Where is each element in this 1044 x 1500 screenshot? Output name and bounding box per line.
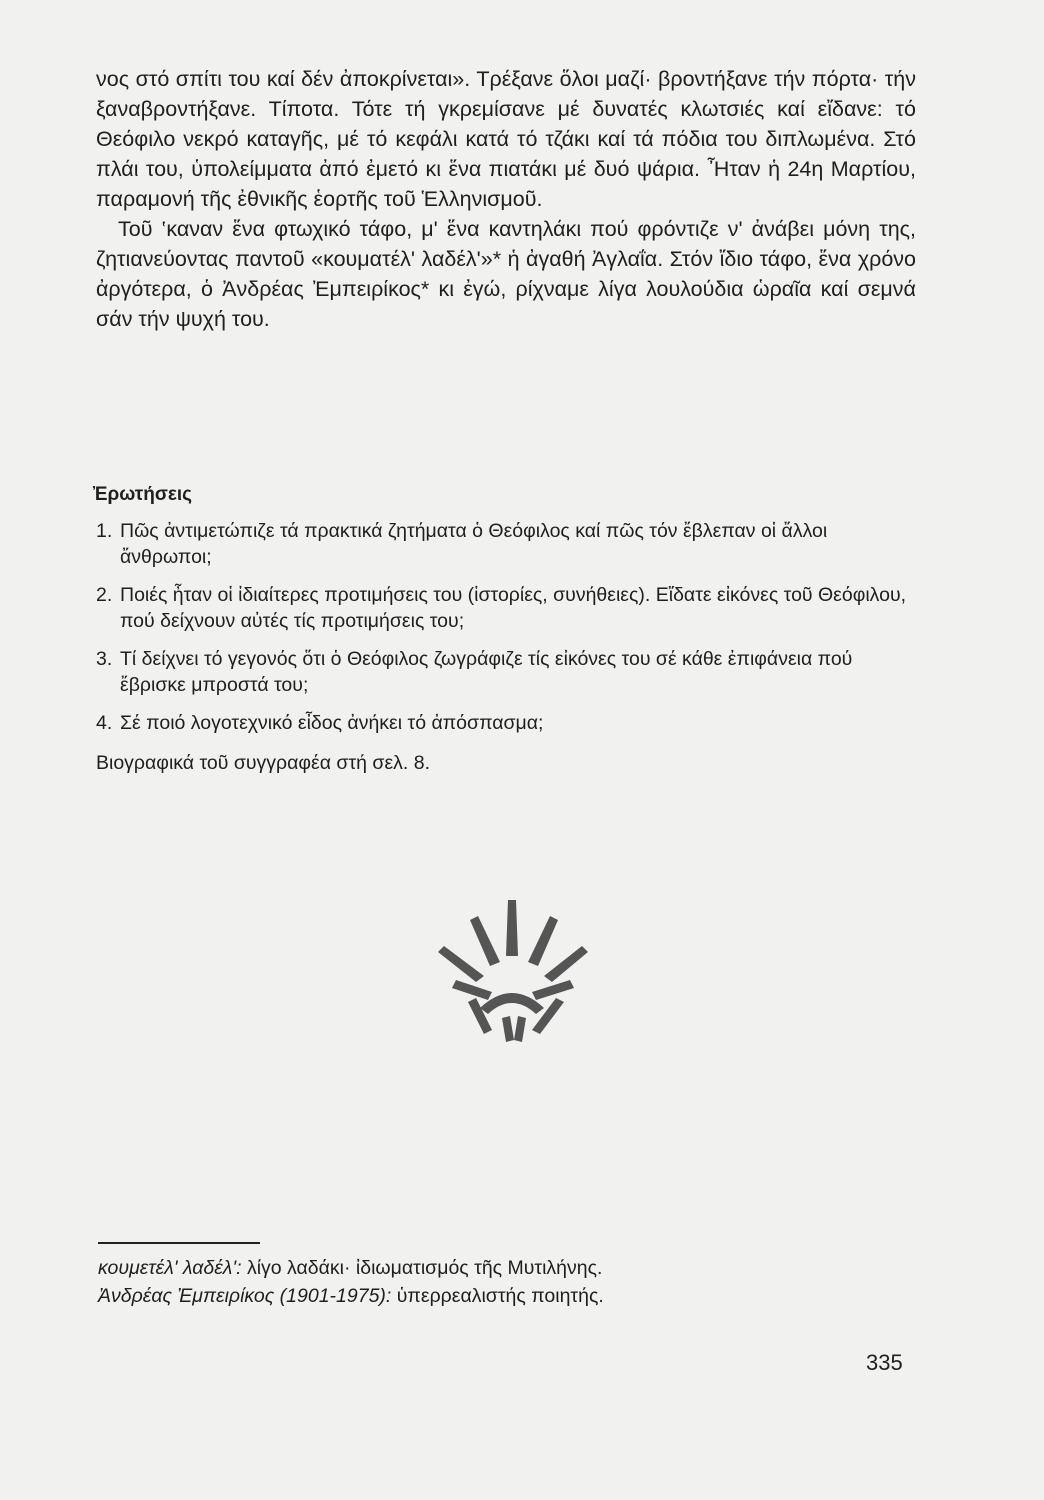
questions-list	[96, 518, 916, 748]
paragraph-2: Τοῦ ‛καναν ἕνα φτωχικό τάφο, μ' ἕνα καντηλάκι πού φρόντιζε ν' ἀνάβει μόνη της, ζητιανεύοντας παντοῦ «κουματέλ' λαδέλ'»* ἡ ἀγαθή Ἀγλαΐα. Στόν ἴδιο τάφο, ἕνα χρόνο ἀργότερα, ὁ Ἀνδρέας Ἐμπειρίκος* κι ἐγώ, ρίχναμε λίγα λουλούδια ὡραῖα καί σεμνά σάν τήν ψυχή του.	[96, 217, 916, 331]
questions-heading: Ἐρωτήσεις	[93, 484, 193, 505]
stylized-sunburst-emblem-icon	[410, 890, 610, 1050]
question-item	[96, 518, 916, 570]
footnote-term: κουμετέλ' λαδέλ':	[98, 1257, 242, 1279]
question-item	[96, 646, 916, 698]
footnote-term: Ἀνδρέας Ἐμπειρίκος (1901-1975):	[98, 1285, 392, 1307]
question-number: 2.	[96, 584, 113, 606]
footnote-definition: ὑπερρεαλιστής ποιητής.	[396, 1285, 604, 1307]
footnotes	[98, 1254, 604, 1310]
question-text: Σέ ποιό λογοτεχνικό εἶδος ἀνήκει τό ἀπόσπασμα;	[120, 712, 544, 734]
question-number: 4.	[96, 712, 113, 734]
main-text	[96, 64, 916, 334]
question-text: Τί δείχνει τό γεγονός ὅτι ὁ Θεόφιλος ζωγράφιζε τίς εἰκόνες του σέ κάθε ἐπιφάνεια πού ἔβρισκε μπροστά του;	[120, 648, 853, 696]
question-text: Πῶς ἀντιμετώπιζε τά πρακτικά ζητήματα ὁ Θεόφιλος καί πῶς τόν ἔβλεπαν οἱ ἄλλοι ἄνθρωποι;	[120, 520, 828, 568]
question-text: Ποιές ἦταν οἱ ἰδιαίτερες προτιμήσεις του (ἱστορίες, συνήθειες). Εἴδατε εἰκόνες τοῦ Θεόφιλου, πού δείχνουν αὐτές τίς προτιμήσεις του;	[120, 584, 907, 632]
question-number: 1.	[96, 520, 113, 542]
page-number: 335	[866, 1350, 903, 1375]
footnote-definition: λίγο λαδάκι· ἰδιωματισμός τῆς Μυτιλήνης.	[246, 1257, 603, 1279]
footnote	[98, 1282, 604, 1310]
question-item	[96, 710, 916, 736]
footnote-divider	[98, 1242, 260, 1244]
footnote	[98, 1254, 604, 1282]
author-bio-note: Βιογραφικά τοῦ συγγραφέα στή σελ. 8.	[96, 752, 431, 774]
paragraph-1: νος στό σπίτι του καί δέν ἀποκρίνεται». Τρέξανε ὅλοι μαζί· βροντήξανε τήν πόρτα· τήν ξαναβροντήξανε. Τίποτα. Τότε τή γκρεμίσανε μέ δυνατές κλωτσιές καί εἴδανε: τό Θεόφιλο νεκρό καταγῆς, μέ τό κεφάλι κατά τό τζάκι καί τά πόδια του διπλωμένα. Στό πλάι του, ὑπολείμματα ἀπό ἐμετό κι ἕνα πιατάκι μέ δυό ψάρια. Ἦταν ἡ 24η Μαρτίου, παραμονή τῆς ἐθνικῆς ἑορτῆς τοῦ Ἑλληνισμοῦ.	[96, 67, 916, 211]
question-item	[96, 582, 916, 634]
question-number: 3.	[96, 648, 113, 670]
